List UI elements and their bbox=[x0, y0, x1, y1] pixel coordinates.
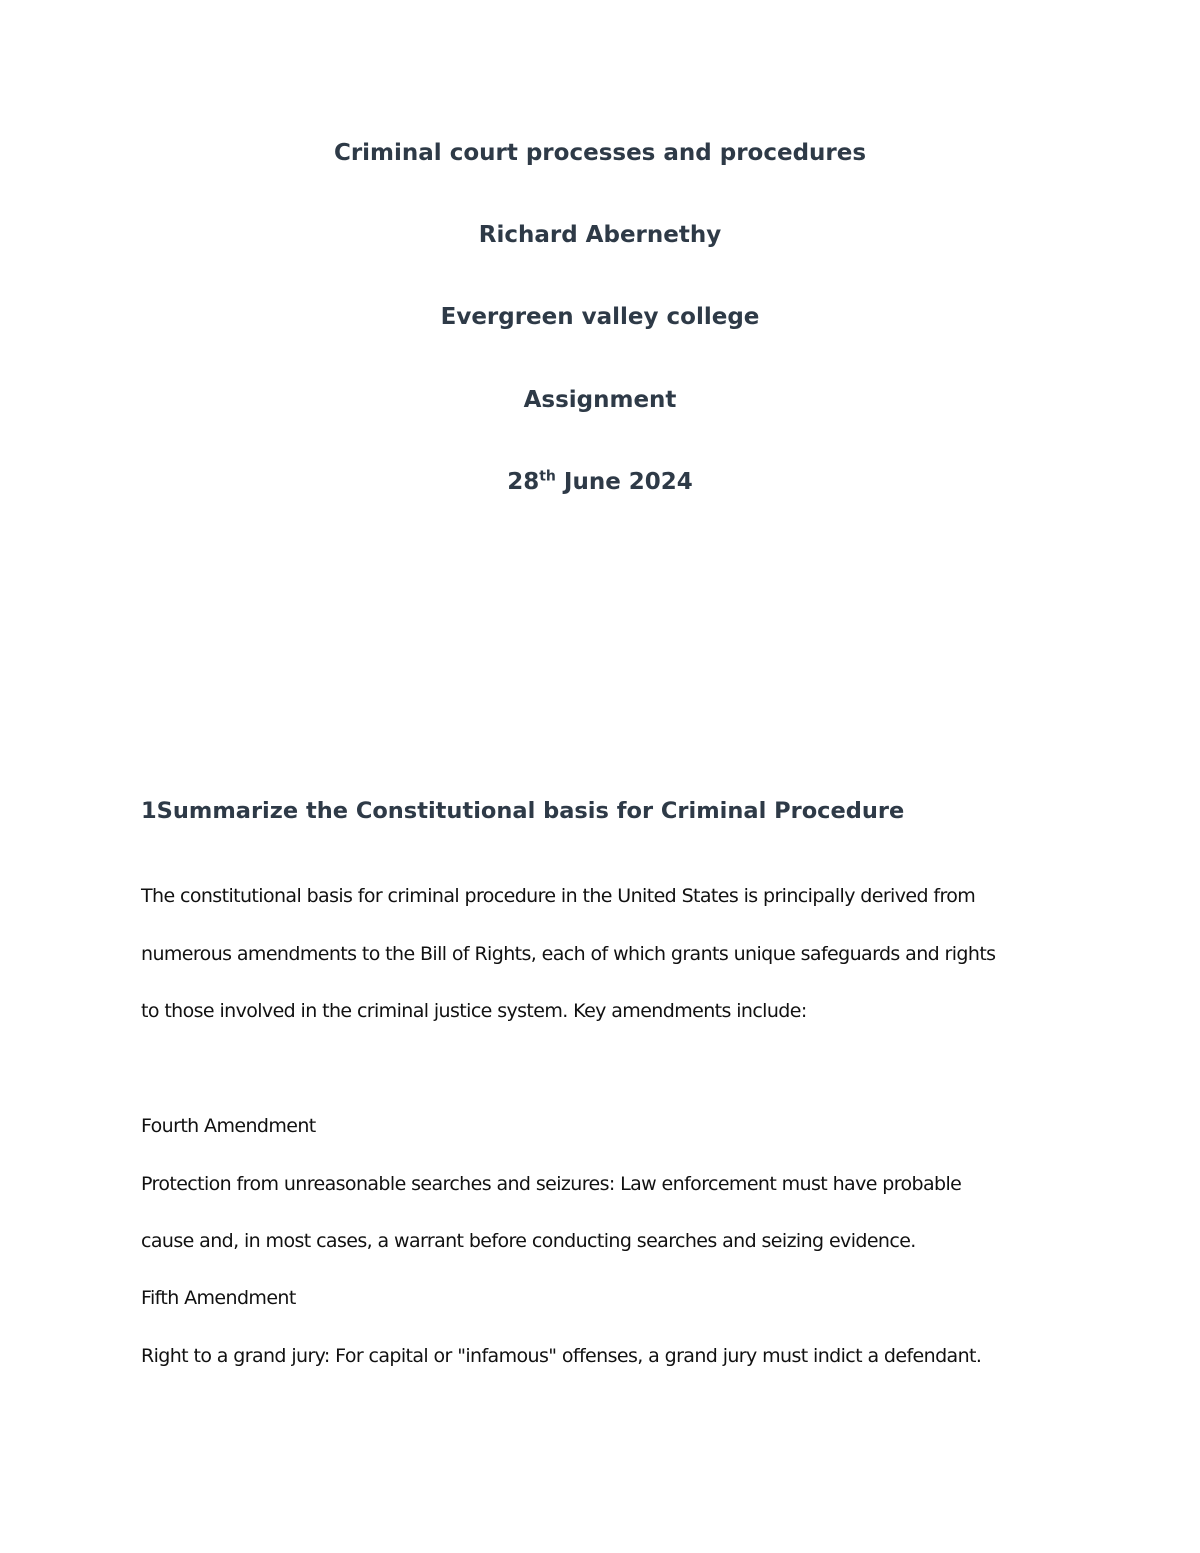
document-title: Criminal court processes and procedures bbox=[333, 140, 867, 166]
document-date bbox=[0, 469, 1200, 495]
institution-name: Evergreen valley college bbox=[440, 304, 760, 330]
fifth-amendment-title: Fifth Amendment bbox=[141, 1287, 296, 1309]
intro-paragraph-line: The constitutional basis for criminal procedure in the United States is principally derived from bbox=[141, 885, 976, 907]
fourth-amendment-line: Protection from unreasonable searches and seizures: Law enforcement must have probable bbox=[141, 1173, 962, 1195]
date-day: 28 bbox=[507, 469, 540, 495]
date-suffix: th bbox=[539, 468, 556, 485]
intro-paragraph-line: to those involved in the criminal justice system. Key amendments include: bbox=[141, 1000, 807, 1022]
fourth-amendment-line: cause and, in most cases, a warrant before conducting searches and seizing evidence. bbox=[141, 1230, 916, 1252]
fourth-amendment-title: Fourth Amendment bbox=[141, 1115, 316, 1137]
fifth-amendment-line: Right to a grand jury: For capital or "infamous" offenses, a grand jury must indict a defendant. bbox=[141, 1345, 982, 1367]
date-rest: June 2024 bbox=[555, 469, 693, 495]
intro-paragraph-line: numerous amendments to the Bill of Rights, each of which grants unique safeguards and rights bbox=[141, 943, 996, 965]
section-heading: 1Summarize the Constitutional basis for Criminal Procedure bbox=[141, 798, 905, 824]
assignment-label: Assignment bbox=[523, 387, 677, 413]
author-name: Richard Abernethy bbox=[478, 222, 722, 248]
